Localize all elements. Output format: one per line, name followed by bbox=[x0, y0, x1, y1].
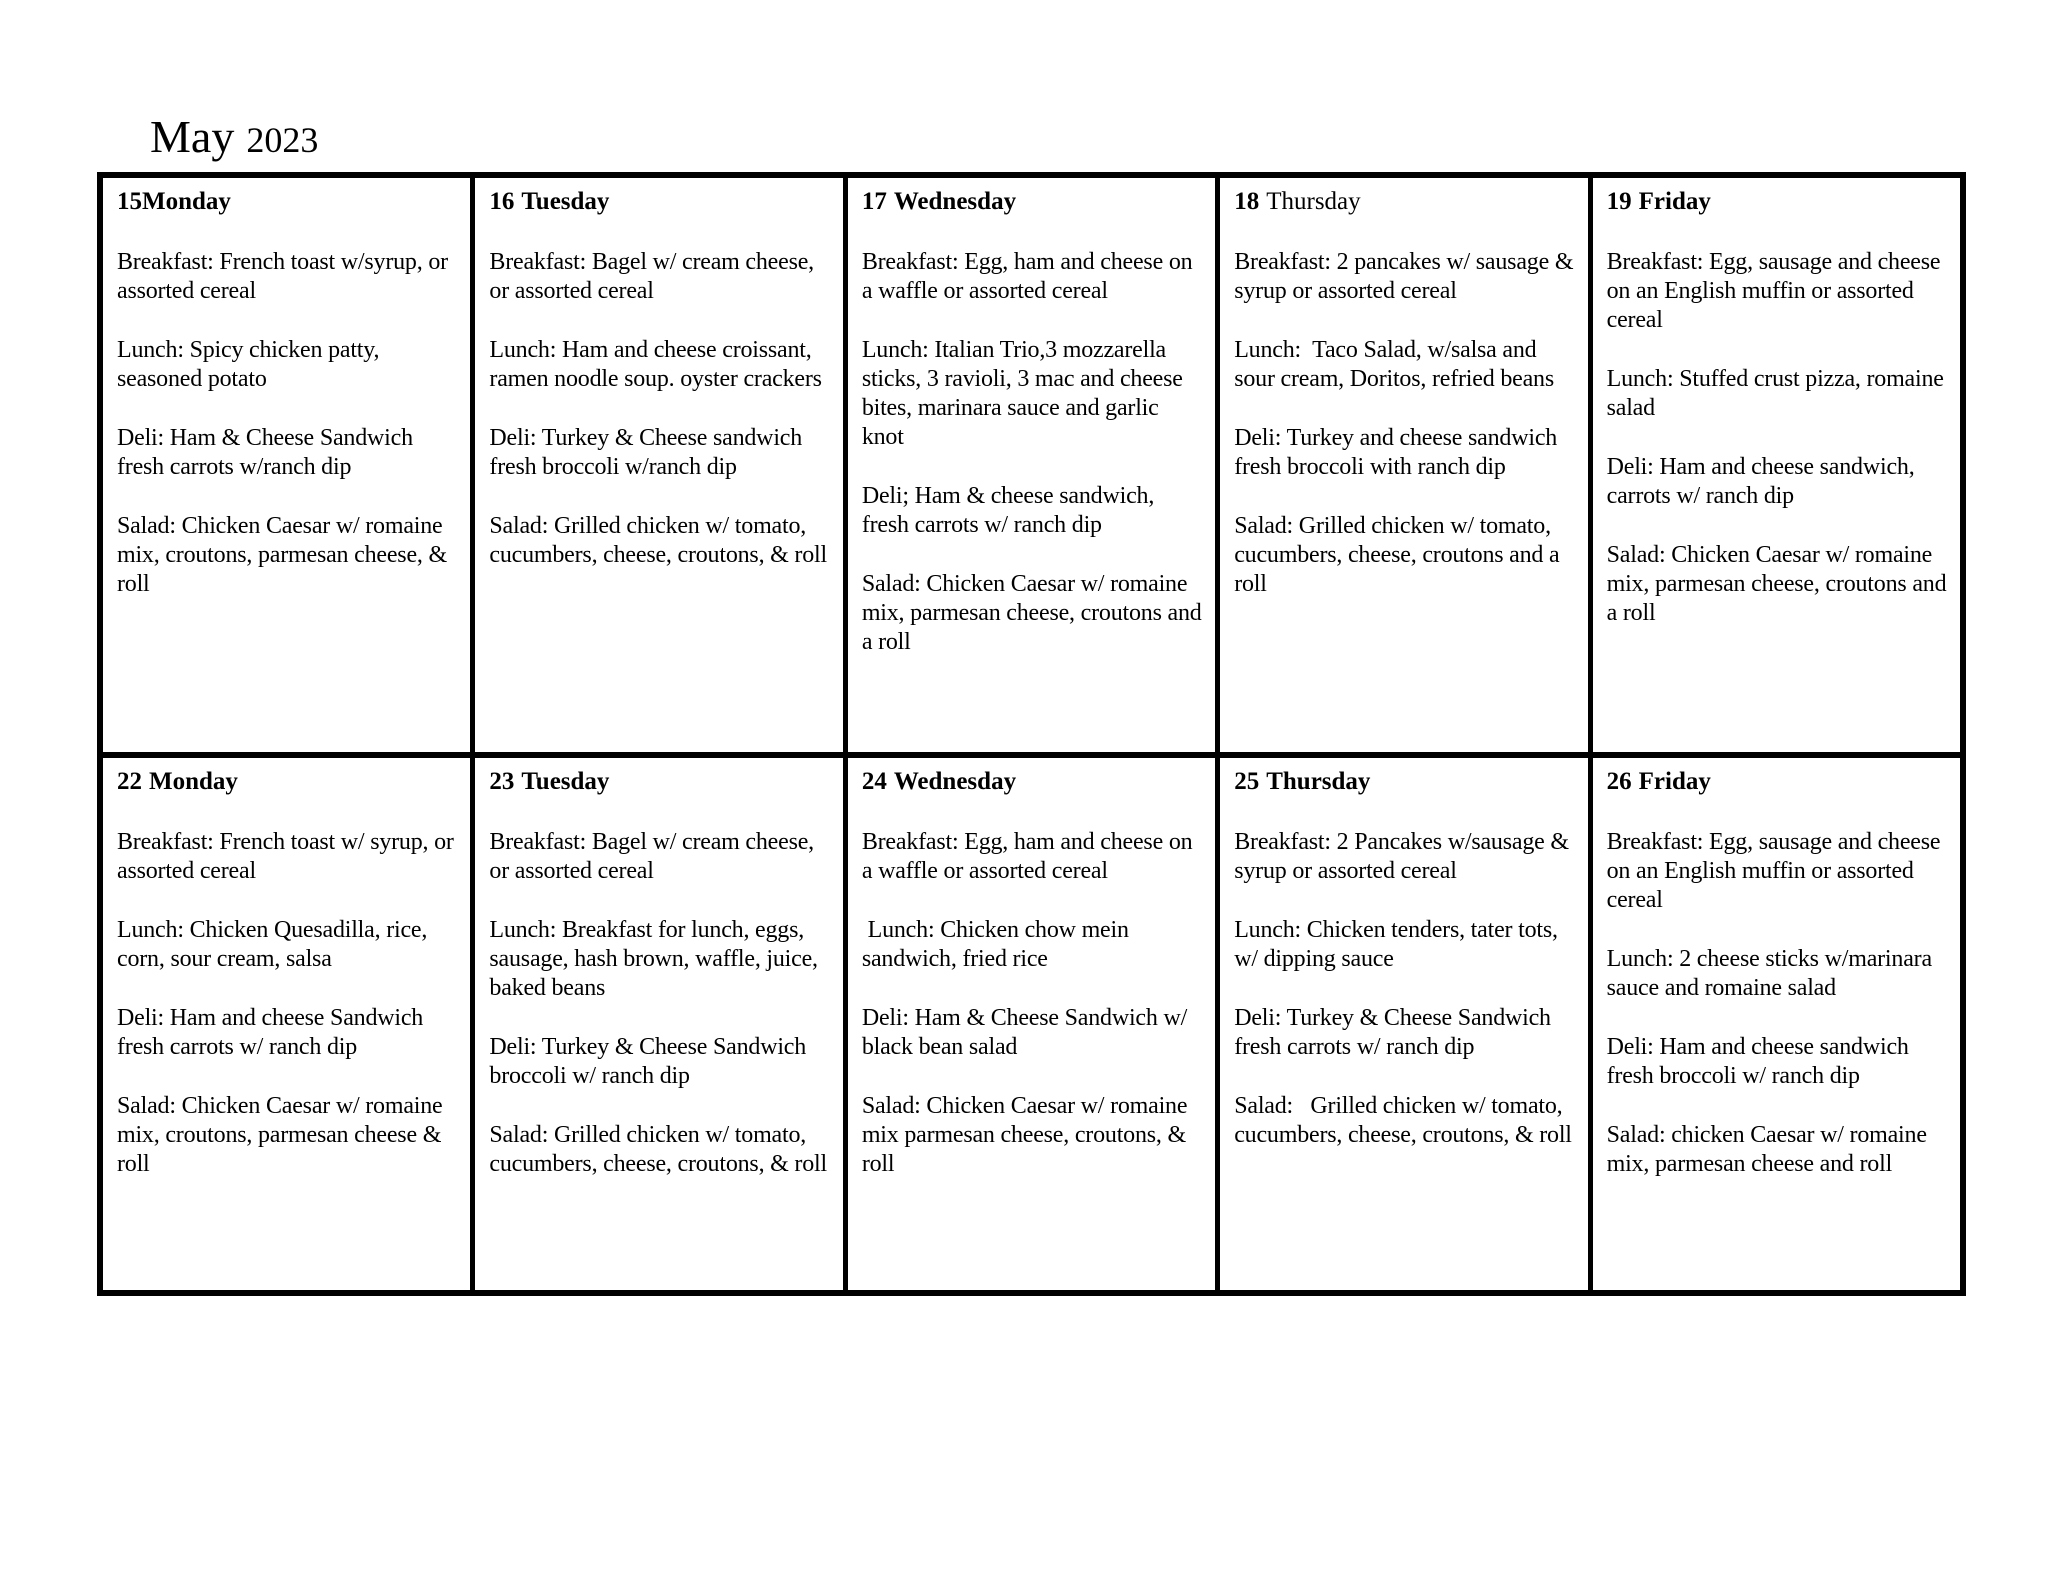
salad-text: Salad: Grilled chicken w/ tomato, cucumbers, cheese, croutons, & roll bbox=[489, 513, 827, 568]
day-number: 18 bbox=[1234, 188, 1260, 215]
day-cell-24-wednesday bbox=[848, 758, 1220, 1290]
breakfast-text: Breakfast: Egg, sausage and cheese on an English muffin or assorted cereal bbox=[1606, 829, 1947, 913]
salad-text: Salad: Grilled chicken w/ tomato, cucumbers, cheese, croutons, & roll bbox=[1234, 1093, 1572, 1148]
day-number: 22 bbox=[117, 768, 142, 795]
lunch-text: Lunch: Stuffed crust pizza, romaine salad bbox=[1606, 366, 1950, 421]
day-name: Wednesday bbox=[893, 768, 1017, 795]
breakfast-text: Breakfast: Bagel w/ cream cheese, or assorted cereal bbox=[489, 829, 820, 884]
deli-text: Deli: Ham and cheese sandwich fresh broccoli w/ ranch dip bbox=[1606, 1034, 1915, 1089]
menu-calendar-table bbox=[97, 172, 1966, 1296]
day-number: 15 bbox=[117, 188, 142, 215]
day-header bbox=[489, 766, 832, 797]
day-number: 23 bbox=[489, 768, 515, 795]
lunch-text: Lunch: Taco Salad, w/salsa and sour cream, Doritos, refried beans bbox=[1234, 337, 1554, 392]
day-header bbox=[1607, 186, 1950, 217]
deli-text: Deli: Ham and cheese Sandwich fresh carrots w/ ranch dip bbox=[117, 1005, 429, 1060]
day-number: 25 bbox=[1234, 768, 1260, 795]
lunch-text: Lunch: 2 cheese sticks w/marinara sauce and romaine salad bbox=[1606, 946, 1938, 1001]
day-cell-19-friday bbox=[1593, 178, 1960, 752]
day-cell-25-thursday bbox=[1220, 758, 1592, 1290]
lunch-text: Lunch: Breakfast for lunch, eggs, sausage, hash brown, waffle, juice, baked beans bbox=[489, 917, 824, 1001]
lunch-text: Lunch: Italian Trio,3 mozzarella sticks, 3 ravioli, 3 mac and cheese bites, marinara sauce and garlic knot bbox=[861, 337, 1189, 450]
day-name: Monday bbox=[149, 768, 238, 795]
lunch-text: Lunch: Spicy chicken patty, seasoned potato bbox=[117, 337, 386, 392]
deli-text: Deli; Ham & cheese sandwich, fresh carrots w/ ranch dip bbox=[861, 483, 1160, 538]
day-number: 19 bbox=[1606, 188, 1632, 215]
salad-text: Salad: Chicken Caesar w/ romaine mix, croutons, parmesan cheese & roll bbox=[117, 1093, 449, 1177]
breakfast-text: Breakfast: 2 pancakes w/ sausage & syrup or assorted cereal bbox=[1234, 249, 1580, 304]
salad-text: Salad: Grilled chicken w/ tomato, cucumbers, cheese, croutons, & roll bbox=[489, 1122, 827, 1177]
day-name: Thursday bbox=[1266, 768, 1371, 795]
deli-text: Deli: Turkey & Cheese Sandwich fresh carrots w/ ranch dip bbox=[1234, 1005, 1557, 1060]
day-cell-23-tuesday bbox=[475, 758, 847, 1290]
day-name: Friday bbox=[1638, 768, 1711, 795]
salad-text: Salad: Chicken Caesar w/ romaine mix, parmesan cheese, croutons and a roll bbox=[861, 571, 1208, 655]
lunch-text: Lunch: Chicken Quesadilla, rice, corn, sour cream, salsa bbox=[117, 917, 433, 972]
day-header bbox=[862, 766, 1205, 797]
day-name: Monday bbox=[142, 188, 231, 215]
title-month: May bbox=[150, 111, 235, 162]
deli-text: Deli: Turkey and cheese sandwich fresh broccoli with ranch dip bbox=[1234, 425, 1563, 480]
salad-text: Salad: Chicken Caesar w/ romaine mix parmesan cheese, croutons, & roll bbox=[861, 1093, 1194, 1177]
day-header bbox=[1607, 766, 1950, 797]
salad-text: Salad: Chicken Caesar w/ romaine mix, croutons, parmesan cheese, & roll bbox=[117, 513, 453, 597]
day-name: Tuesday bbox=[521, 188, 610, 215]
lunch-text: Lunch: Chicken chow mein sandwich, fried rice bbox=[861, 917, 1135, 972]
day-cell-26-friday bbox=[1593, 758, 1960, 1290]
week-row-may-22 bbox=[103, 758, 1960, 1290]
day-cell-22-monday bbox=[103, 758, 475, 1290]
lunch-text: Lunch: Chicken tenders, tater tots, w/ dipping sauce bbox=[1234, 917, 1564, 972]
breakfast-text: Breakfast: French toast w/syrup, or assorted cereal bbox=[117, 249, 454, 304]
deli-text: Deli: Ham and cheese sandwich, carrots w/ ranch dip bbox=[1606, 454, 1921, 509]
day-name: Tuesday bbox=[521, 768, 610, 795]
breakfast-text: Breakfast: Bagel w/ cream cheese, or assorted cereal bbox=[489, 249, 820, 304]
breakfast-text: Breakfast: Egg, ham and cheese on a waffle or assorted cereal bbox=[861, 829, 1199, 884]
salad-text: Salad: chicken Caesar w/ romaine mix, parmesan cheese and roll bbox=[1606, 1122, 1933, 1177]
day-name: Thursday bbox=[1266, 188, 1361, 215]
day-header bbox=[862, 186, 1205, 217]
title-year: 2023 bbox=[246, 120, 319, 160]
day-number: 26 bbox=[1606, 768, 1632, 795]
lunch-text: Lunch: Ham and cheese croissant, ramen noodle soup. oyster crackers bbox=[489, 337, 822, 392]
day-number: 24 bbox=[861, 768, 887, 795]
day-name: Friday bbox=[1638, 188, 1711, 215]
day-header bbox=[117, 186, 460, 217]
day-header bbox=[1234, 186, 1577, 217]
day-cell-15-monday bbox=[103, 178, 475, 752]
breakfast-text: Breakfast: 2 Pancakes w/sausage & syrup or assorted cereal bbox=[1234, 829, 1575, 884]
salad-text: Salad: Chicken Caesar w/ romaine mix, parmesan cheese, croutons and a roll bbox=[1606, 542, 1953, 626]
day-header bbox=[117, 766, 460, 797]
salad-text: Salad: Grilled chicken w/ tomato, cucumbers, cheese, croutons and a roll bbox=[1234, 513, 1566, 597]
week-row-may-15 bbox=[103, 178, 1960, 758]
breakfast-text: Breakfast: Egg, ham and cheese on a waffle or assorted cereal bbox=[861, 249, 1199, 304]
day-number: 16 bbox=[489, 188, 515, 215]
deli-text: Deli: Turkey & Cheese Sandwich broccoli w/ ranch dip bbox=[489, 1034, 812, 1089]
breakfast-text: Breakfast: French toast w/ syrup, or assorted cereal bbox=[117, 829, 460, 884]
day-name: Wednesday bbox=[893, 188, 1017, 215]
breakfast-text: Breakfast: Egg, sausage and cheese on an English muffin or assorted cereal bbox=[1606, 249, 1947, 333]
day-number: 17 bbox=[861, 188, 887, 215]
deli-text: Deli: Turkey & Cheese sandwich fresh broccoli w/ranch dip bbox=[489, 425, 808, 480]
day-header bbox=[489, 186, 832, 217]
day-header bbox=[1234, 766, 1577, 797]
deli-text: Deli: Ham & Cheese Sandwich fresh carrots w/ranch dip bbox=[117, 425, 419, 480]
day-cell-17-wednesday bbox=[848, 178, 1220, 752]
deli-text: Deli: Ham & Cheese Sandwich w/ black bean salad bbox=[861, 1005, 1193, 1060]
day-cell-18-thursday bbox=[1220, 178, 1592, 752]
page-title bbox=[150, 112, 318, 163]
day-cell-16-tuesday bbox=[475, 178, 847, 752]
